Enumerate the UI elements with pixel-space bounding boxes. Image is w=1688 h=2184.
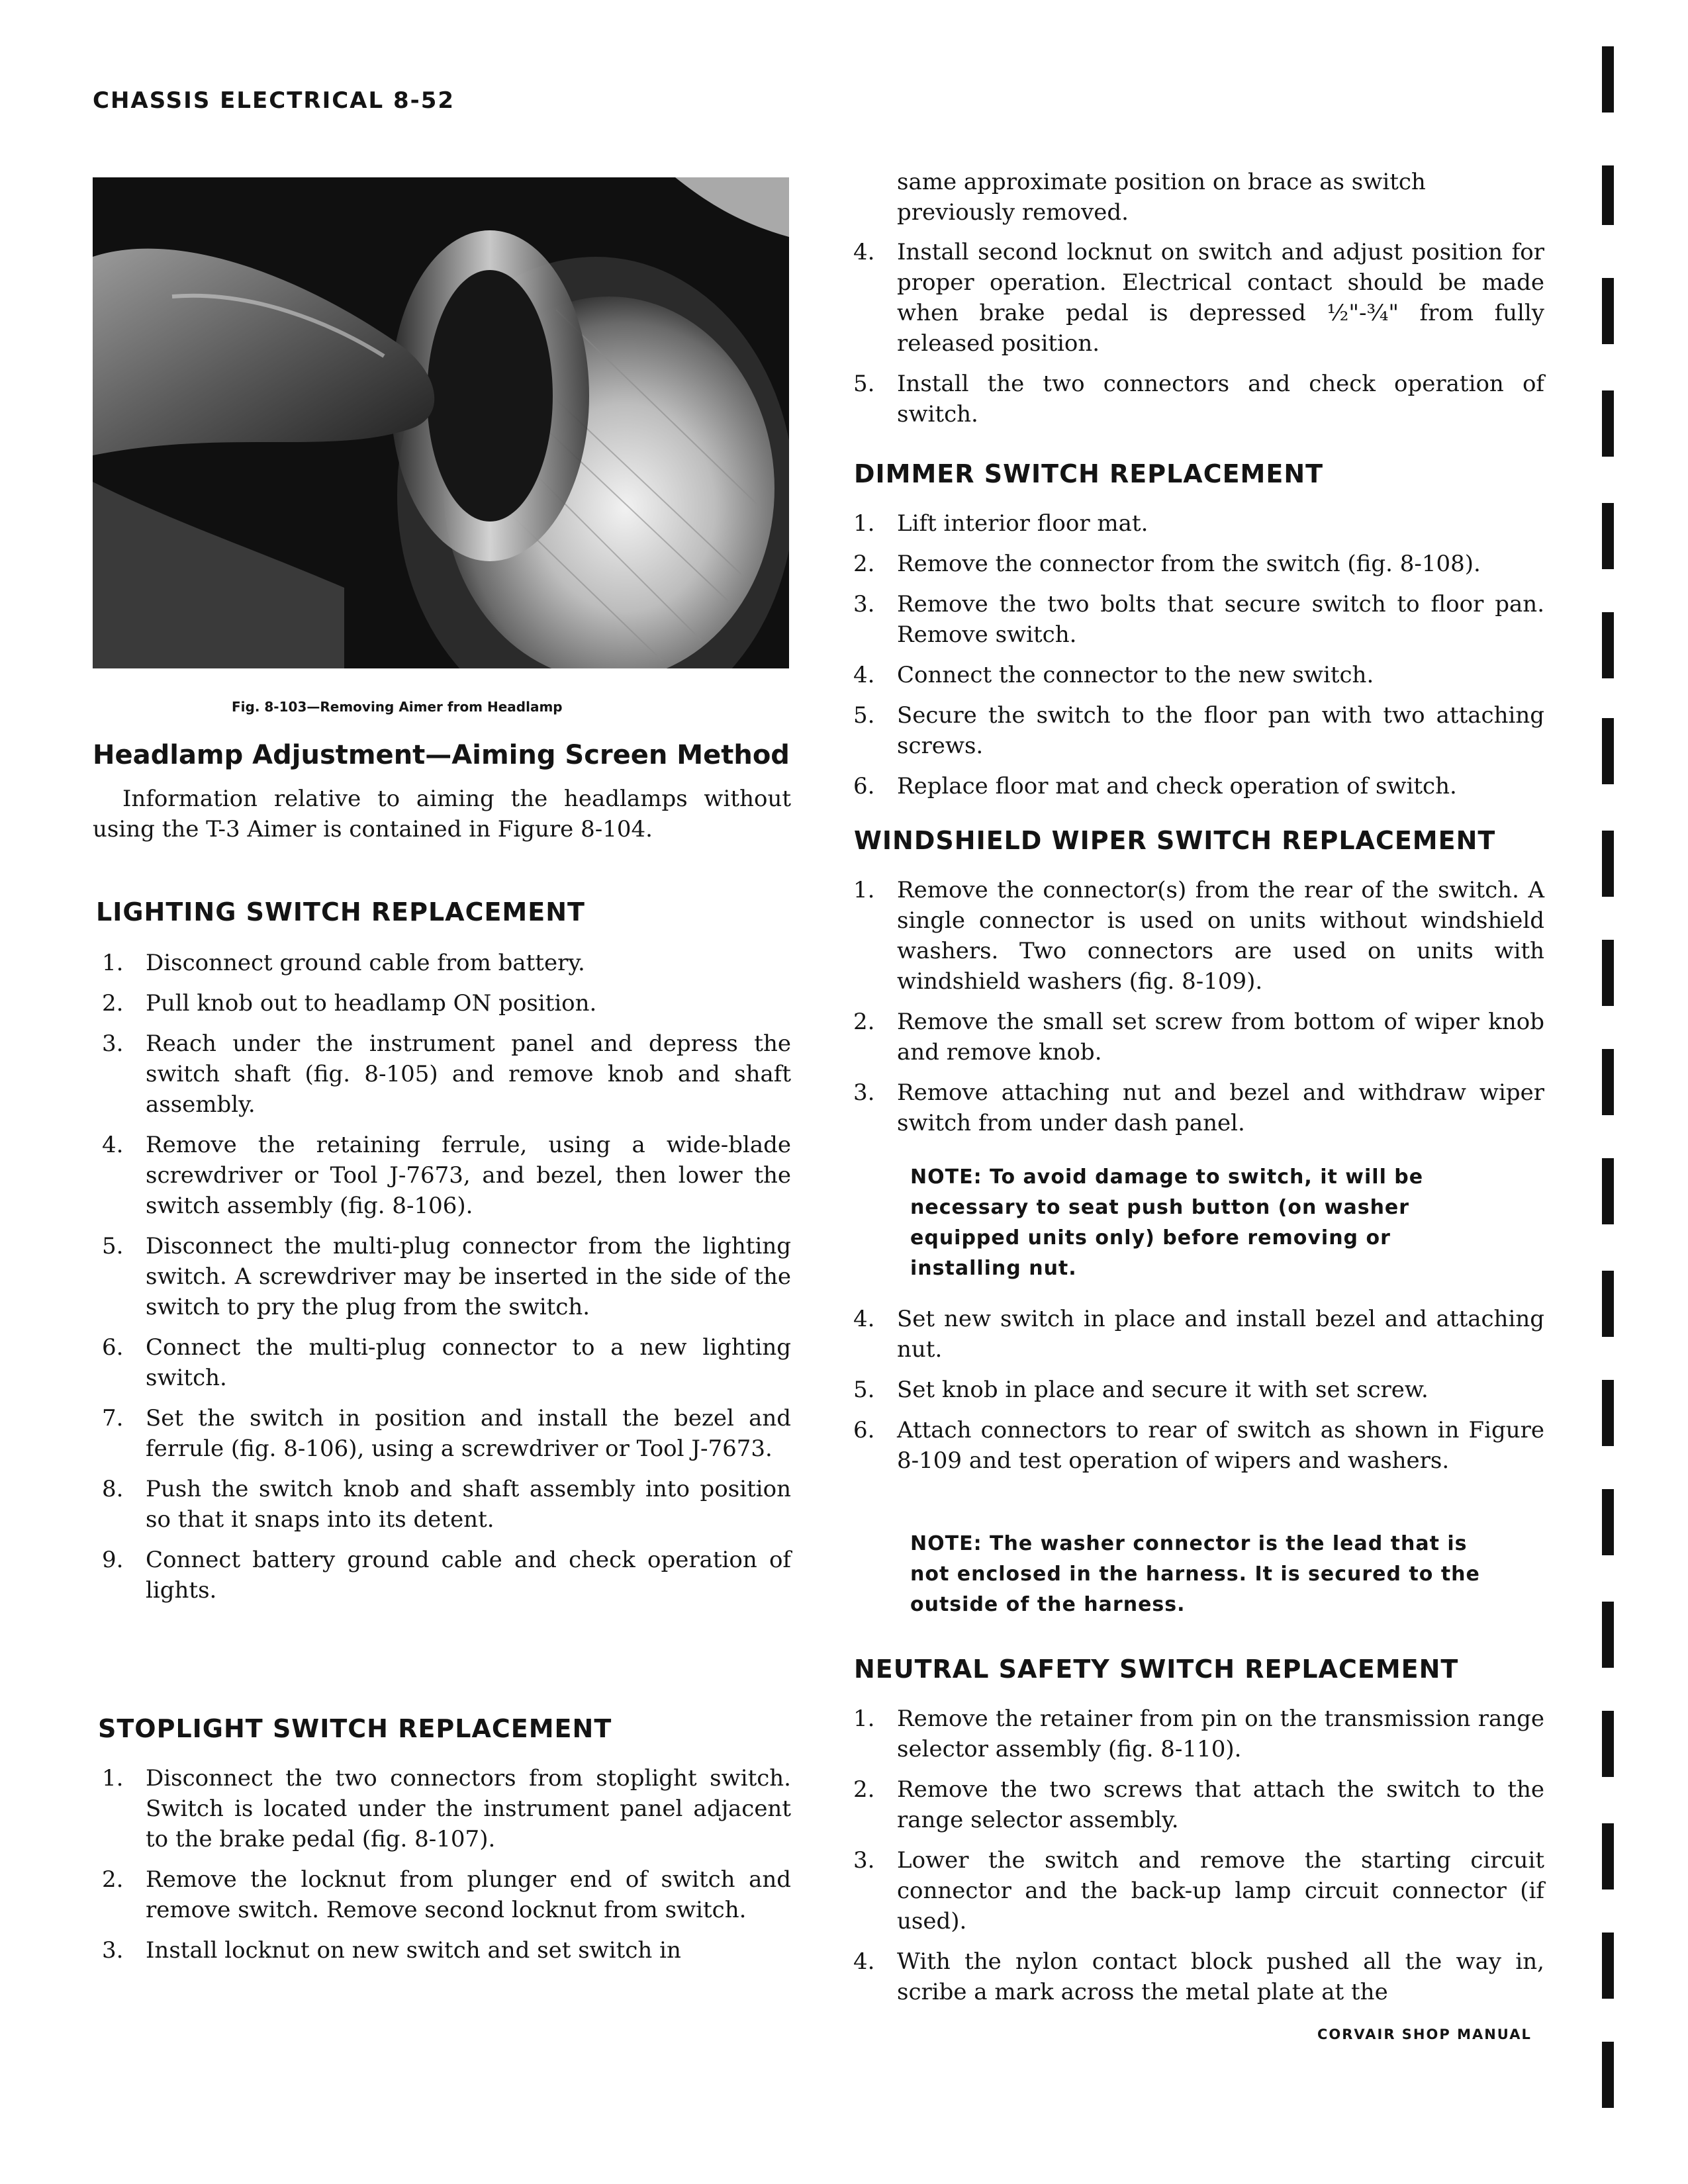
list-item: 6. Replace floor mat and check operation of switch. (853, 773, 1457, 799)
revision-bar (1602, 831, 1614, 897)
stoplight-switch-heading: STOPLIGHT SWITCH REPLACEMENT (98, 1714, 612, 1743)
revision-bar (1602, 1933, 1614, 1999)
revision-bar (1602, 390, 1614, 457)
list-item: 3. Lower the switch and remove the starting circuit connector and the back-up lamp circuit connector (if used). (853, 1847, 1544, 1934)
revision-bar (1602, 612, 1614, 678)
list-item: 3. Reach under the instrument panel and depress the switch shaft (fig. 8-105) and remove knob and shaft assembly. (102, 1030, 791, 1118)
revision-bar (1602, 1049, 1614, 1115)
stoplight-continuation-text: same approximate position on brace as switch previously removed. (897, 169, 1426, 226)
list-item: 2. Remove the connector from the switch (fig. 8-108). (853, 551, 1481, 577)
revision-bar (1602, 1158, 1614, 1224)
list-item: 4. With the nylon contact block pushed all the way in, scribe a mark across the metal plate at the (853, 1948, 1544, 2005)
list-item: 4. Install second locknut on switch and adjust position for proper operation. Electrical contact should be made when brake pedal is depressed ½"-¾" from fully released position. (853, 239, 1544, 357)
revision-bar (1602, 1380, 1614, 1446)
list-item: 6. Connect the multi-plug connector to a new lighting switch. (102, 1334, 791, 1391)
revision-bar (1602, 1271, 1614, 1337)
neutral-safety-switch-steps (844, 1704, 1544, 2017)
revision-bar (1602, 1823, 1614, 1889)
list-item: 2. Pull knob out to headlamp ON position. (102, 990, 597, 1017)
headlamp-photo-illustration (93, 177, 789, 668)
list-item: 2. Remove the locknut from plunger end of switch and remove switch. Remove second locknut from switch. (102, 1866, 791, 1923)
list-item: 1. Disconnect ground cable from battery. (102, 950, 585, 976)
list-item: 1. Lift interior floor mat. (853, 510, 1149, 537)
page-footer: CORVAIR SHOP MANUAL (1317, 2026, 1532, 2042)
neutral-safety-switch-heading: NEUTRAL SAFETY SWITCH REPLACEMENT (854, 1655, 1459, 1684)
revision-bar (1602, 1711, 1614, 1777)
list-item: 3. Remove the two bolts that secure switch to floor pan. Remove switch. (853, 591, 1544, 648)
list-item: 3. Remove attaching nut and bezel and withdraw wiper switch from under dash panel. (853, 1079, 1544, 1136)
list-item: 8. Push the switch knob and shaft assembly into position so that it snaps into its detent. (102, 1476, 791, 1533)
revision-bar (1602, 1489, 1614, 1555)
list-item: 4. Connect the connector to the new switch. (853, 662, 1374, 688)
headlamp-adjustment-text: Information relative to aiming the headlamps without using the T-3 Aimer is contained in Figure 8-104. (93, 786, 791, 842)
wiper-switch-steps-a (844, 875, 1544, 1148)
figure-caption: Fig. 8-103—Removing Aimer from Headlamp (232, 699, 563, 715)
list-item: 4. Remove the retaining ferrule, using a wide-blade screwdriver or Tool J-7673, and bezel, then lower the switch assembly (fig. 8-106). (102, 1132, 791, 1219)
dimmer-switch-steps (844, 508, 1544, 811)
dimmer-switch-heading: DIMMER SWITCH REPLACEMENT (854, 459, 1324, 488)
revision-bar (1602, 940, 1614, 1006)
list-item: 1. Disconnect the two connectors from stoplight switch. Switch is located under the instrument panel adjacent to the brake pedal (fig. 8-107). (102, 1765, 791, 1852)
list-item: 1. Remove the retainer from pin on the transmission range selector assembly (fig. 8-110). (853, 1706, 1544, 1762)
revision-bar (1602, 503, 1614, 569)
list-item: 7. Set the switch in position and install the bezel and ferrule (fig. 8-106), using a screwdriver or Tool J-7673. (102, 1405, 791, 1462)
list-item: 4. Set new switch in place and install bezel and attaching nut. (853, 1306, 1544, 1363)
wiper-note-1: NOTE: To avoid damage to switch, it will be necessary to seat push button (on washer equipped units only) before removing or installing nut. (910, 1165, 1424, 1280)
lighting-switch-heading: LIGHTING SWITCH REPLACEMENT (96, 897, 585, 927)
wiper-switch-steps-b (844, 1304, 1544, 1486)
running-head: CHASSIS ELECTRICAL 8-52 (93, 87, 455, 114)
headlamp-aimer-photo (93, 177, 789, 668)
list-item: 6. Attach connectors to rear of switch as shown in Figure 8-109 and test operation of wipers and washers. (853, 1417, 1544, 1474)
wiper-note-2: NOTE: The washer connector is the lead that is not enclosed in the harness. It is secured to the outside of the harness. (910, 1532, 1480, 1616)
revision-bar (1602, 1602, 1614, 1668)
list-item: 5. Disconnect the multi-plug connector from the lighting switch. A screwdriver may be inserted in the side of the switch to pry the plug from the switch. (102, 1233, 791, 1320)
wiper-switch-heading: WINDSHIELD WIPER SWITCH REPLACEMENT (854, 826, 1496, 855)
list-item: 1. Remove the connector(s) from the rear of the switch. A single connector is used on units without windshield washers. Two connectors are used on units with windshield washers (fig. 8-109). (853, 877, 1544, 995)
list-item: 5. Install the two connectors and check operation of switch. (853, 371, 1544, 428)
list-item: 9. Connect battery ground cable and check operation of lights. (102, 1547, 791, 1604)
revision-bar (1602, 2042, 1614, 2108)
list-item: 5. Set knob in place and secure it with set screw. (853, 1377, 1429, 1403)
list-item: 2. Remove the small set screw from bottom of wiper knob and remove knob. (853, 1009, 1544, 1066)
list-item: 5. Secure the switch to the floor pan with two attaching screws. (853, 702, 1544, 759)
lighting-switch-steps (93, 948, 791, 1615)
headlamp-adjustment-heading: Headlamp Adjustment—Aiming Screen Method (93, 740, 790, 770)
stoplight-continued-steps (844, 237, 1544, 439)
stoplight-switch-steps (93, 1763, 791, 1976)
revision-bar (1602, 278, 1614, 344)
list-item: 3. Install locknut on new switch and set switch in (102, 1937, 681, 1964)
revision-bar (1602, 718, 1614, 784)
revision-bar (1602, 165, 1614, 225)
revision-bar (1602, 46, 1614, 113)
list-item: 2. Remove the two screws that attach the switch to the range selector assembly. (853, 1776, 1544, 1833)
